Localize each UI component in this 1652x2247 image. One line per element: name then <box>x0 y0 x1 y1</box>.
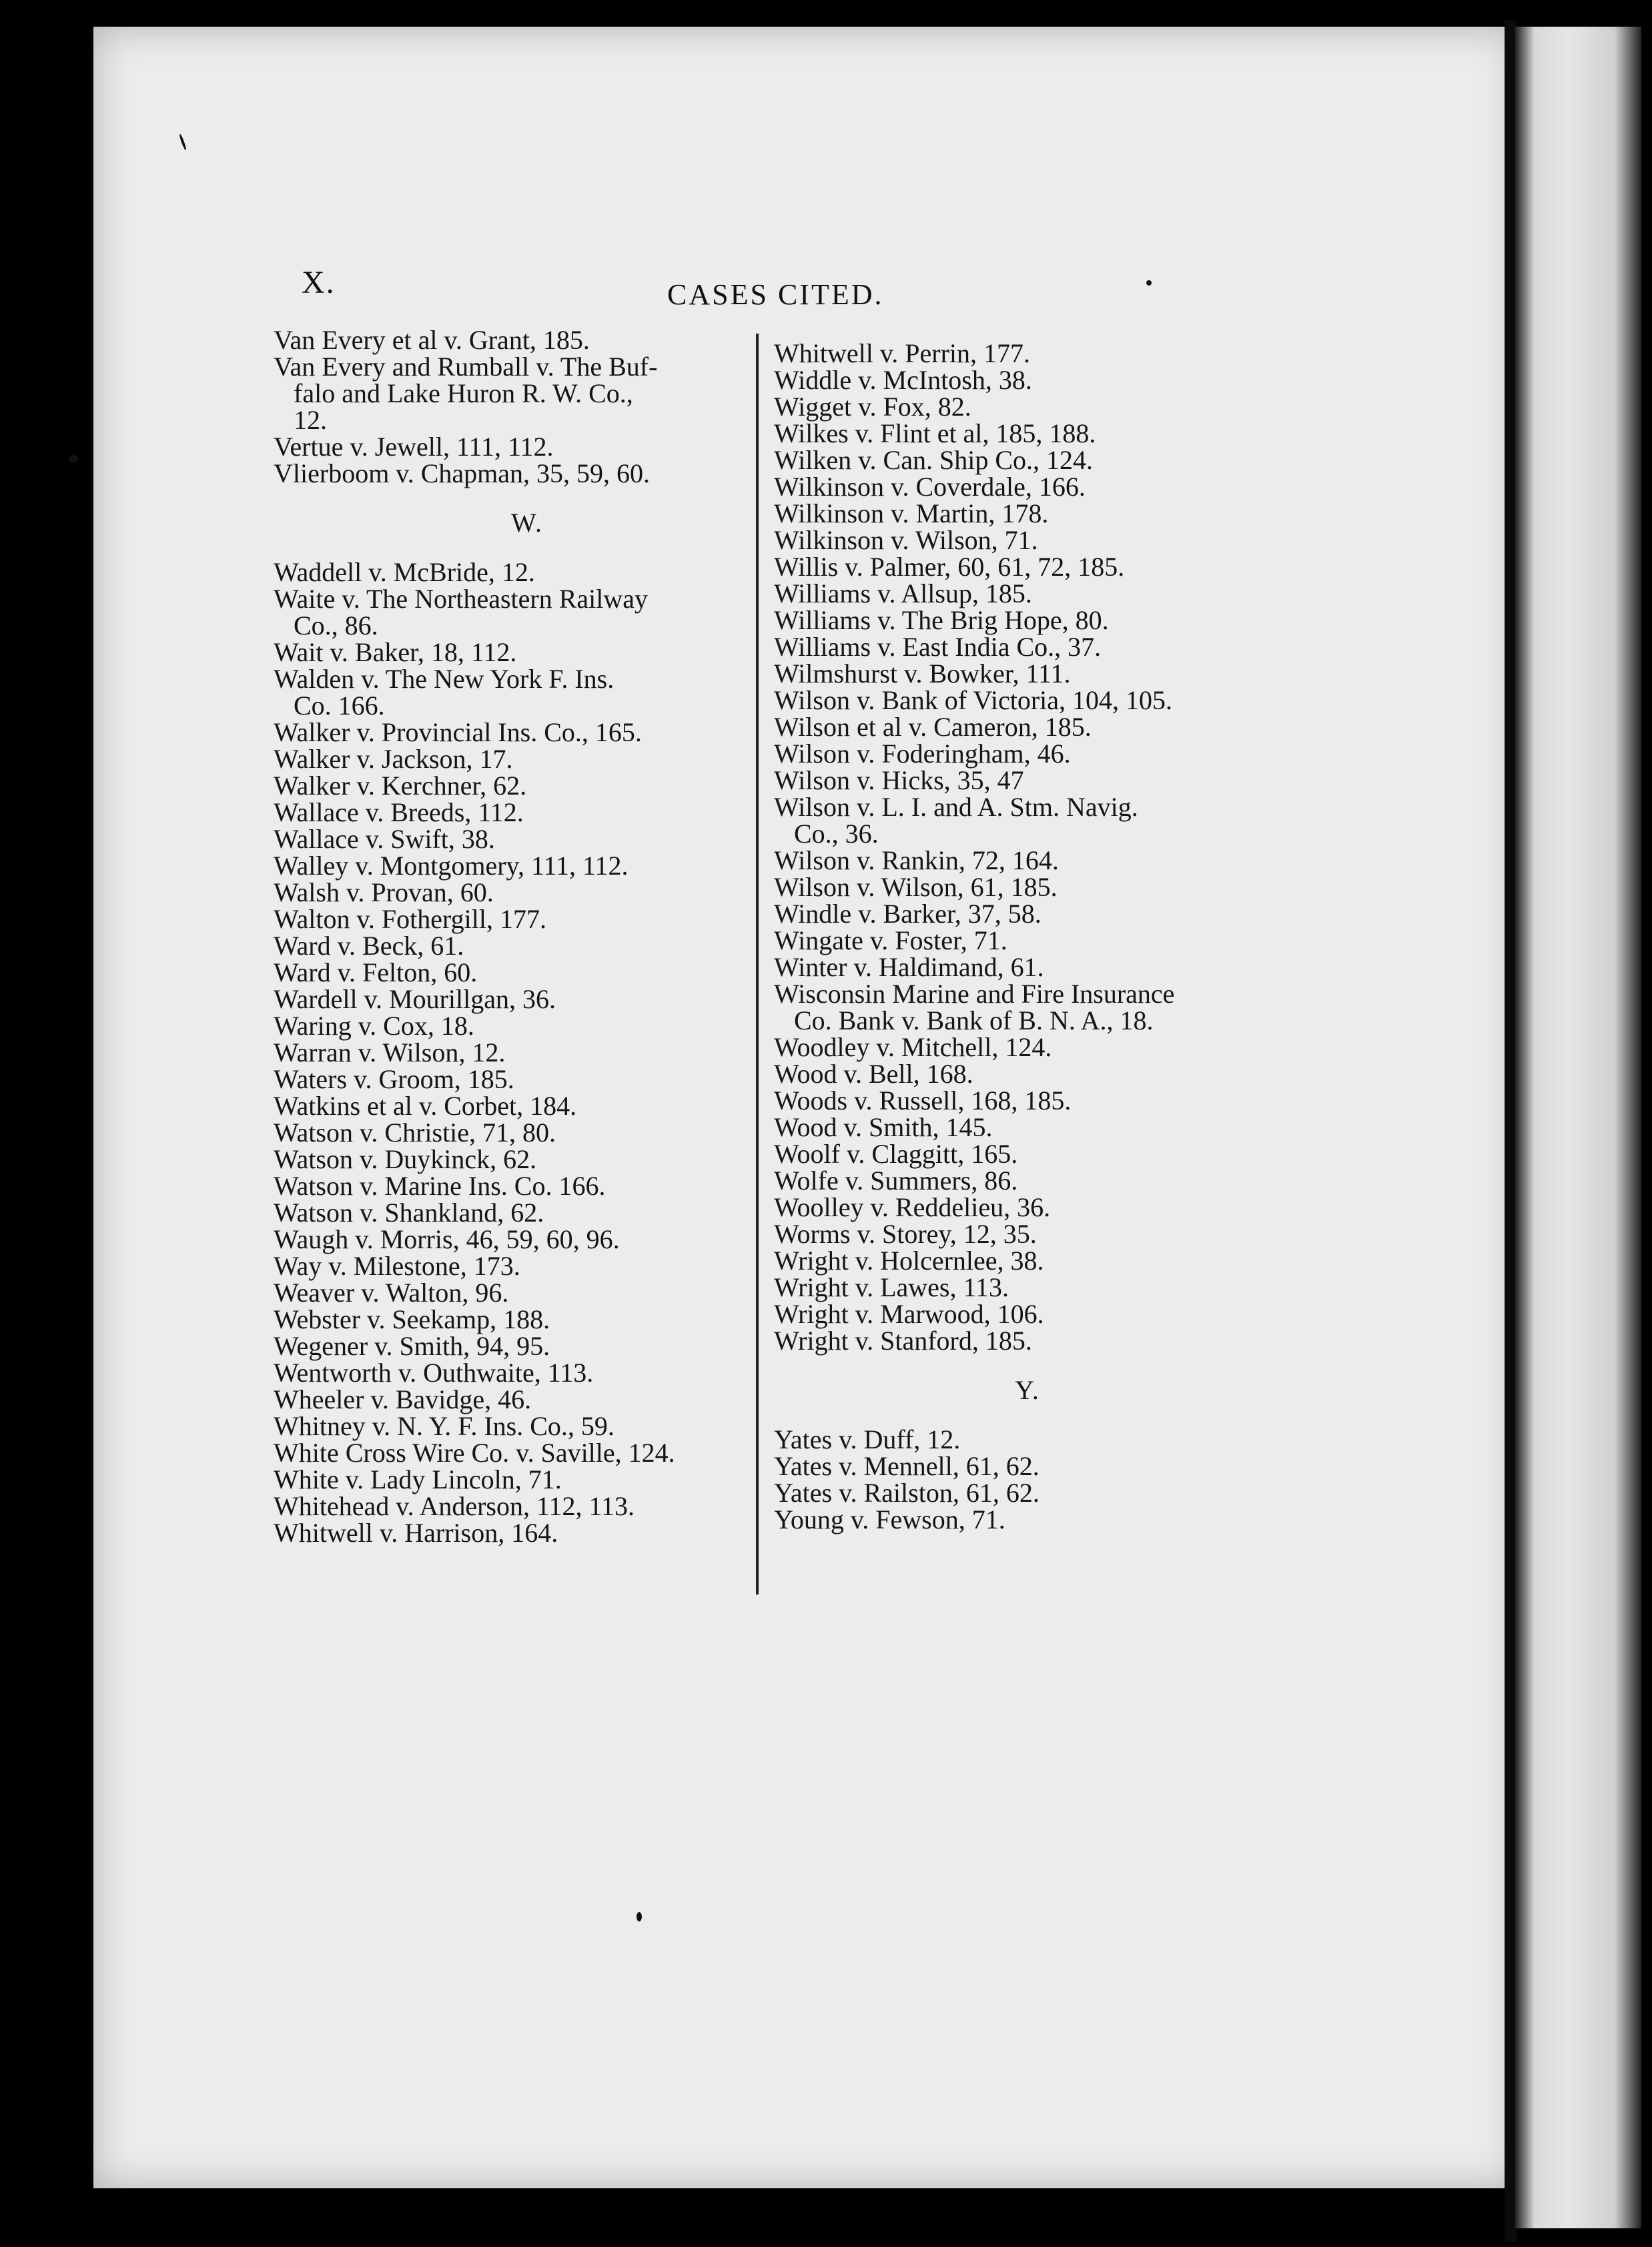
case-entry <box>774 1301 1281 1328</box>
case-entry <box>774 367 1281 394</box>
case-entry <box>274 1146 781 1173</box>
case-citation: Watkins et al v. Corbet, 184. <box>274 1091 577 1121</box>
case-entry <box>274 1280 781 1306</box>
case-citation: Wood v. Bell, 168. <box>774 1059 973 1089</box>
case-citation: Ward v. Beck, 61. <box>274 931 464 961</box>
case-entry <box>774 420 1281 447</box>
case-entry <box>774 1114 1281 1141</box>
case-entry <box>774 1141 1281 1168</box>
case-entry <box>774 1328 1281 1354</box>
case-entry <box>274 1066 781 1093</box>
case-citation: White v. Lady Lincoln, 71. <box>274 1464 562 1494</box>
case-entry <box>274 586 781 639</box>
case-citation: Wallace v. Swift, 38. <box>274 824 495 854</box>
case-citation: Watson v. Christie, 71, 80. <box>274 1117 556 1148</box>
case-citation: Whitney v. N. Y. F. Ins. Co., 59. <box>274 1411 614 1441</box>
case-citation: Windle v. Barker, 37, 58. <box>774 899 1042 929</box>
scan-speck <box>637 1912 642 1921</box>
case-citation: Williams v. East India Co., 37. <box>774 632 1102 662</box>
case-citation: Wolfe v. Summers, 86. <box>774 1166 1018 1196</box>
case-entry <box>274 1520 781 1546</box>
case-citation: Wilmshurst v. Bowker, 111. <box>774 658 1071 689</box>
case-entry <box>774 1453 1281 1480</box>
case-citation: Waring v. Cox, 18. <box>274 1011 474 1041</box>
case-citation: Wright v. Lawes, 113. <box>774 1272 1009 1302</box>
case-entry <box>274 434 781 460</box>
case-citation: Wilson v. Foderingham, 46. <box>774 739 1071 769</box>
case-citation-continued: Co., 36. <box>794 819 879 849</box>
case-citation: Watson v. Duykinck, 62. <box>274 1144 537 1174</box>
case-entry <box>274 559 781 586</box>
case-entry <box>274 327 781 354</box>
case-citation: Worms v. Storey, 12, 35. <box>774 1219 1037 1249</box>
case-citation: Woods v. Russell, 168, 185. <box>774 1085 1072 1115</box>
case-citation: Young v. Fewson, 71. <box>774 1504 1005 1534</box>
case-entry <box>274 1039 781 1066</box>
case-citation: Ward v. Felton, 60. <box>274 957 478 987</box>
case-entry <box>774 1034 1281 1061</box>
case-citation: Wilkinson v. Coverdale, 166. <box>774 472 1086 502</box>
case-citation: Walker v. Provincial Ins. Co., 165. <box>274 717 642 747</box>
case-entry <box>274 906 781 933</box>
case-citation: Wait v. Baker, 18, 112. <box>274 637 517 667</box>
case-citation: Weaver v. Walton, 96. <box>274 1278 509 1308</box>
case-entry <box>274 460 781 487</box>
case-citation: Walker v. Kerchner, 62. <box>274 771 527 801</box>
case-entry <box>774 1194 1281 1221</box>
case-entry <box>774 1480 1281 1506</box>
case-entry <box>274 826 781 853</box>
case-citation: Walton v. Fothergill, 177. <box>274 904 546 934</box>
case-entry <box>274 1013 781 1039</box>
case-citation: Wilson v. Bank of Victoria, 104, 105. <box>774 685 1173 715</box>
case-citation: Walden v. The New York F. Ins. <box>274 664 614 694</box>
case-entry <box>774 500 1281 527</box>
case-entry <box>774 927 1281 954</box>
case-citation: Wardell v. Mourillgan, 36. <box>274 984 556 1014</box>
case-citation: Wegener v. Smith, 94, 95. <box>274 1331 550 1361</box>
case-citation: Waters v. Groom, 185. <box>274 1064 514 1094</box>
case-entry <box>274 799 781 826</box>
case-entry <box>274 1386 781 1413</box>
case-entry <box>774 447 1281 474</box>
case-entry <box>274 1413 781 1440</box>
case-entry <box>774 954 1281 981</box>
case-entry <box>774 714 1281 741</box>
case-entry <box>274 1306 781 1333</box>
case-entry <box>774 1061 1281 1087</box>
case-entry <box>274 1119 781 1146</box>
case-entry <box>274 1440 781 1466</box>
case-citation: Watson v. Shankland, 62. <box>274 1198 544 1228</box>
case-citation: Williams v. Allsup, 185. <box>774 578 1032 608</box>
case-entry <box>774 847 1281 874</box>
case-entry <box>774 394 1281 420</box>
page-title: CASES CITED. <box>667 278 884 311</box>
case-entry <box>274 933 781 959</box>
case-entry <box>774 554 1281 580</box>
column-divider <box>756 334 759 1595</box>
case-citation: Way v. Milestone, 173. <box>274 1251 520 1281</box>
case-entry <box>274 879 781 906</box>
case-citation: Woolf v. Claggitt, 165. <box>774 1139 1018 1169</box>
case-citation: Wilson v. Rankin, 72, 164. <box>774 845 1059 875</box>
case-citation: Wingate v. Foster, 71. <box>774 925 1007 955</box>
case-citation: Waite v. The Northeastern Railway <box>274 584 649 614</box>
case-entry <box>774 607 1281 634</box>
case-entry <box>274 1173 781 1200</box>
case-citation: Widdle v. McIntosh, 38. <box>774 365 1032 395</box>
section-heading: W. <box>510 508 544 538</box>
case-citation: Vertue v. Jewell, 111, 112. <box>274 432 554 462</box>
case-citation: Waugh v. Morris, 46, 59, 60, 96. <box>274 1224 620 1254</box>
case-entry <box>274 666 781 719</box>
case-citation: Yates v. Mennell, 61, 62. <box>774 1451 1040 1481</box>
case-entry <box>274 1360 781 1386</box>
case-citation: Wright v. Stanford, 185. <box>774 1326 1032 1356</box>
case-citation: Van Every and Rumball v. The Buf- <box>274 352 658 382</box>
case-entry <box>774 340 1281 367</box>
case-citation: White Cross Wire Co. v. Saville, 124. <box>274 1438 675 1468</box>
case-entry <box>774 874 1281 901</box>
case-entry <box>774 634 1281 660</box>
case-citation: Walsh v. Provan, 60. <box>274 877 494 907</box>
case-citation: Walley v. Montgomery, 111, 112. <box>274 851 629 881</box>
case-entry <box>274 746 781 773</box>
case-citation: Wood v. Smith, 145. <box>774 1112 993 1142</box>
case-citation-continued: Co. 166. <box>294 691 385 721</box>
case-citation: Wheeler v. Bavidge, 46. <box>274 1384 532 1414</box>
case-citation-continued: Co., 86. <box>294 610 378 640</box>
case-citation: Whitwell v. Harrison, 164. <box>274 1518 558 1548</box>
case-citation: Wilson v. L. I. and A. Stm. Navig. <box>774 792 1138 822</box>
case-entry <box>774 741 1281 767</box>
section-heading: Y. <box>1015 1375 1040 1405</box>
case-entry <box>774 1426 1281 1453</box>
case-entry <box>774 1274 1281 1301</box>
case-entry <box>274 354 781 434</box>
case-entry <box>274 719 781 746</box>
case-citation: Warran v. Wilson, 12. <box>274 1037 506 1067</box>
case-entry <box>774 1506 1281 1533</box>
case-citation: Woodley v. Mitchell, 124. <box>774 1032 1052 1062</box>
case-entry <box>774 527 1281 554</box>
case-entry <box>774 1221 1281 1248</box>
case-citation: Wright v. Marwood, 106. <box>774 1299 1044 1329</box>
case-citation: Waddell v. McBride, 12. <box>274 557 535 587</box>
case-citation: Vlierboom v. Chapman, 35, 59, 60. <box>274 458 651 488</box>
scan-speck <box>1146 280 1152 286</box>
case-citation: Wilkes v. Flint et al, 185, 188. <box>774 418 1096 448</box>
case-citation: Woolley v. Reddelieu, 36. <box>774 1192 1051 1222</box>
case-citation: Whitwell v. Perrin, 177. <box>774 338 1031 368</box>
case-citation: Yates v. Duff, 12. <box>774 1424 961 1454</box>
case-entry <box>274 853 781 879</box>
case-citation: Whitehead v. Anderson, 112, 113. <box>274 1491 635 1521</box>
case-citation: Wilkinson v. Martin, 178. <box>774 498 1049 528</box>
case-entry <box>774 1168 1281 1194</box>
case-entry <box>274 986 781 1013</box>
case-entry <box>774 660 1281 687</box>
case-citation: Wilson v. Wilson, 61, 185. <box>774 872 1058 902</box>
case-citation: Wilson v. Hicks, 35, 47 <box>774 765 1024 795</box>
case-entry <box>274 639 781 666</box>
case-entry <box>774 474 1281 500</box>
case-entry <box>274 1093 781 1119</box>
case-citation: Wilken v. Can. Ship Co., 124. <box>774 445 1094 475</box>
case-entry <box>774 981 1281 1034</box>
scan-speck <box>69 455 78 463</box>
case-entry <box>774 1087 1281 1114</box>
case-citation: Williams v. The Brig Hope, 80. <box>774 605 1109 635</box>
case-entry <box>274 1226 781 1253</box>
case-citation: Wilson et al v. Cameron, 185. <box>774 712 1092 742</box>
case-citation-continued: Co. Bank v. Bank of B. N. A., 18. <box>794 1005 1154 1035</box>
case-citation: Wilkinson v. Wilson, 71. <box>774 525 1038 555</box>
case-citation: Wentworth v. Outhwaite, 113. <box>274 1358 594 1388</box>
right-column <box>774 340 1281 1533</box>
case-entry <box>274 1200 781 1226</box>
case-citation: Watson v. Marine Ins. Co. 166. <box>274 1171 606 1201</box>
case-entry <box>774 901 1281 927</box>
page-numeral: X. <box>302 265 336 300</box>
case-citation: Wright v. Holcernlee, 38. <box>774 1246 1044 1276</box>
case-citation: Webster v. Seekamp, 188. <box>274 1304 550 1334</box>
case-citation: Yates v. Railston, 61, 62. <box>774 1478 1040 1508</box>
case-entry <box>774 1248 1281 1274</box>
left-column <box>274 327 781 1546</box>
case-entry <box>774 580 1281 607</box>
case-entry <box>274 1493 781 1520</box>
case-citation: Wigget v. Fox, 82. <box>774 392 971 422</box>
case-entry <box>274 773 781 799</box>
case-entry <box>774 687 1281 714</box>
case-citation: Van Every et al v. Grant, 185. <box>274 325 590 355</box>
facing-page-edge <box>1515 27 1641 2228</box>
case-entry <box>274 1253 781 1280</box>
case-citation-continued: falo and Lake Huron R. W. Co., <box>294 378 633 408</box>
case-citation-continued: 12. <box>294 405 327 435</box>
case-entry <box>274 1333 781 1360</box>
case-entry <box>774 794 1281 847</box>
case-citation: Wallace v. Breeds, 112. <box>274 797 524 827</box>
case-entry <box>274 959 781 986</box>
case-citation: Walker v. Jackson, 17. <box>274 744 513 774</box>
case-citation: Willis v. Palmer, 60, 61, 72, 185. <box>774 552 1125 582</box>
case-citation: Winter v. Haldimand, 61. <box>774 952 1044 982</box>
case-entry <box>774 767 1281 794</box>
case-citation: Wisconsin Marine and Fire Insurance <box>774 979 1175 1009</box>
case-entry <box>274 1466 781 1493</box>
